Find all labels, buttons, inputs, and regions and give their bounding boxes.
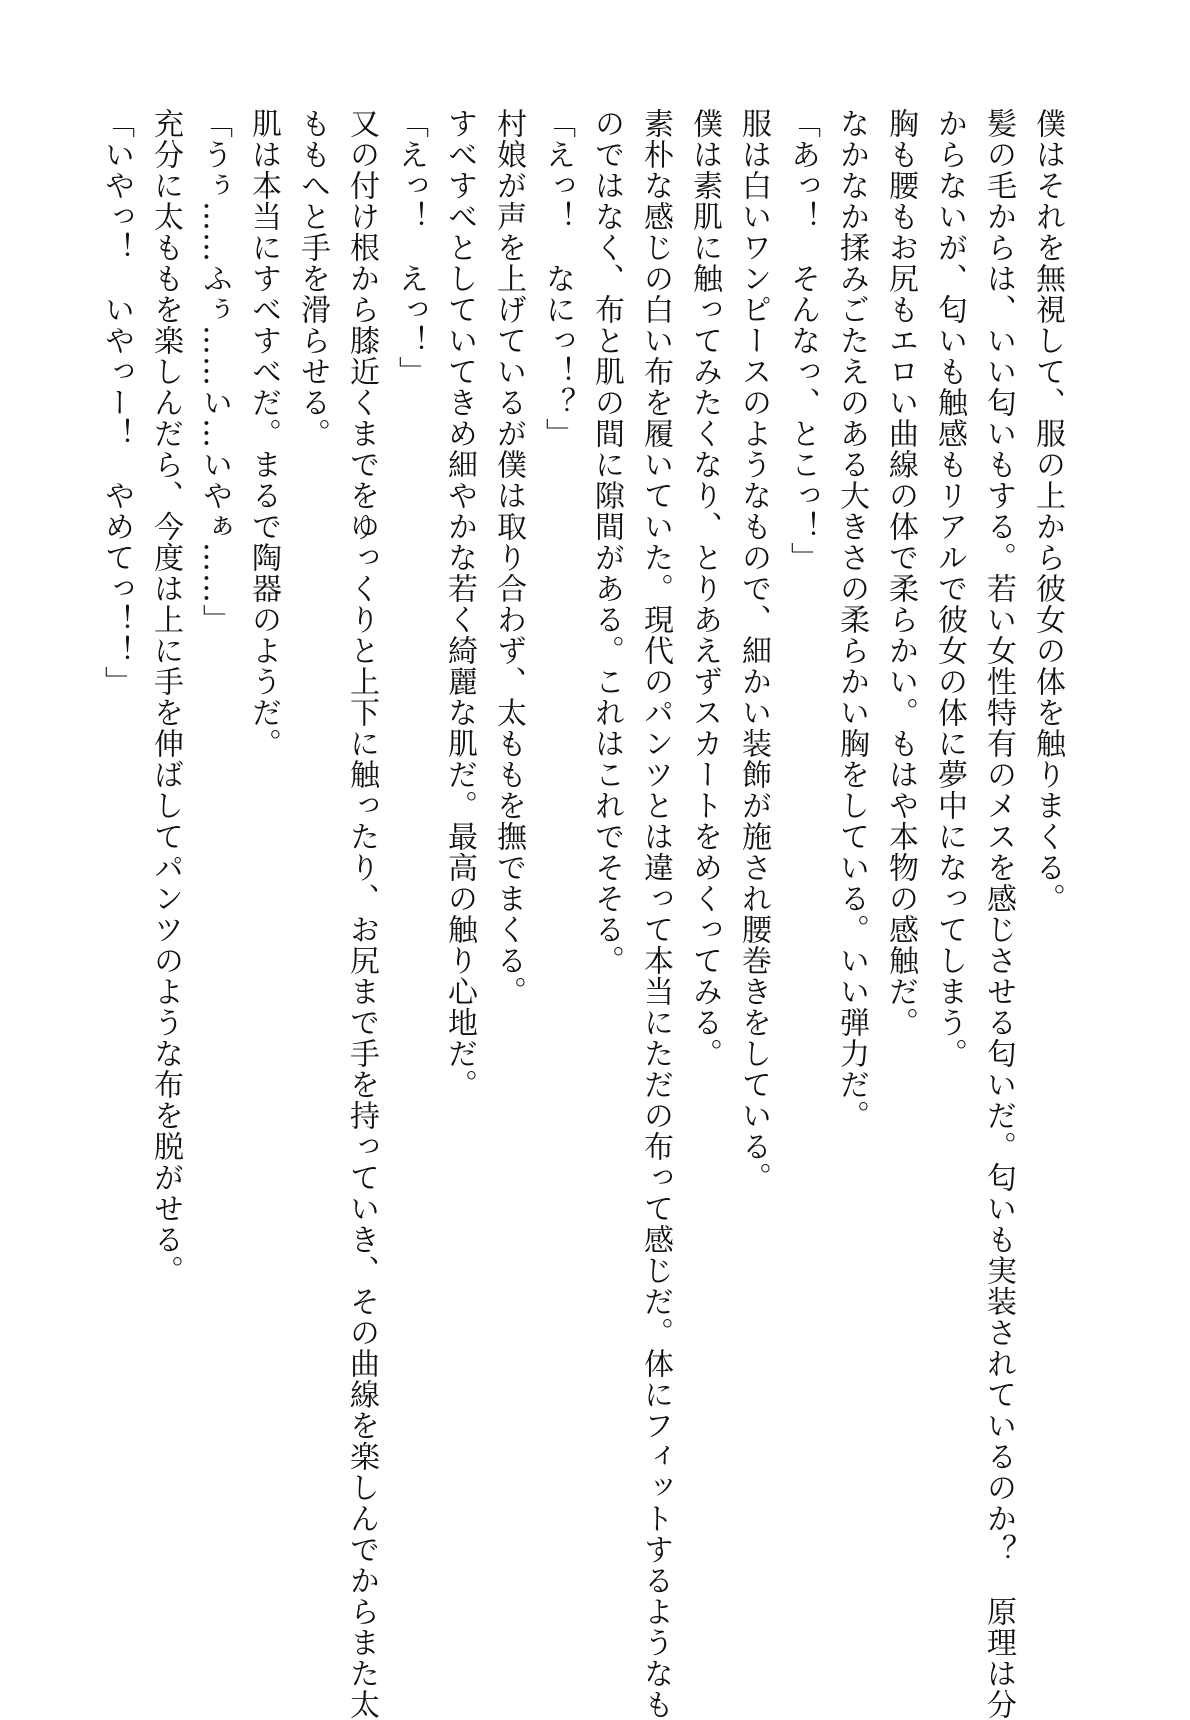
text-line: 肌は本当にすべすべだ。まるで陶器のようだ。: [246, 108, 281, 759]
text-line: 又の付け根から膝近くまでをゆっくりと上下に触ったり、お尻まで手を持っていき、その曲線を楽しんでからまた太: [344, 108, 379, 1720]
text-line: 「あっ！ そんなっ、とこっ！」: [785, 108, 820, 573]
text-line: 村娘が声を上げているが僕は取り合わず、太ももを撫でまくる。: [491, 108, 526, 1007]
text-line: 「いやっ！ いやっー！ やめてっ！！」: [99, 108, 134, 697]
text-line: 僕はそれを無視して、服の上から彼女の体を触りまくる。: [1030, 108, 1065, 914]
text-line: 「えっ！ なにっ！？」: [540, 108, 575, 449]
text-line: 素朴な感じの白い布を履いていた。現代のパンツとは違って本当にただの布って感じだ。体にフィットするようなも: [638, 108, 673, 1720]
text-line: 胸も腰もお尻もエロい曲線の体で柔らかい。もはや本物の感触だ。: [883, 108, 918, 1038]
text-line: からないが、匂いも触感もリアルで彼女の体に夢中になってしまう。: [932, 108, 967, 1069]
text-line: なかなか揉みごたえのある大きさの柔らかい胸をしている。いい弾力だ。: [834, 108, 869, 1131]
text-line: すべすべとしていてきめ細やかな若く綺麗な肌だ。最高の触り心地だ。: [442, 108, 477, 1100]
text-line: 「うぅ……ふぅ……い…いやぁ……」: [197, 108, 232, 635]
text-line: 「えっ！ えっ！」: [393, 108, 428, 387]
text-line: ももへと手を滑らせる。: [295, 108, 330, 449]
text-line: 充分に太ももを楽しんだら、今度は上に手を伸ばしてパンツのような布を脱がせる。: [148, 108, 183, 1286]
vertical-text-body: [99, 108, 1072, 1720]
text-line: のではなく、布と肌の間に隙間がある。これはこれでそそる。: [589, 108, 624, 976]
text-line: 僕は素肌に触ってみたくなり、とりあえずスカートをめくってみる。: [687, 108, 722, 1069]
text-line: 服は白いワンピースのようなもので、細かい装飾が施され腰巻きをしている。: [736, 108, 771, 1193]
text-line: 髪の毛からは、いい匂いもする。若い女性特有のメスを感じさせる匂いだ。匂いも実装されているのか？ 原理は分: [981, 108, 1016, 1720]
